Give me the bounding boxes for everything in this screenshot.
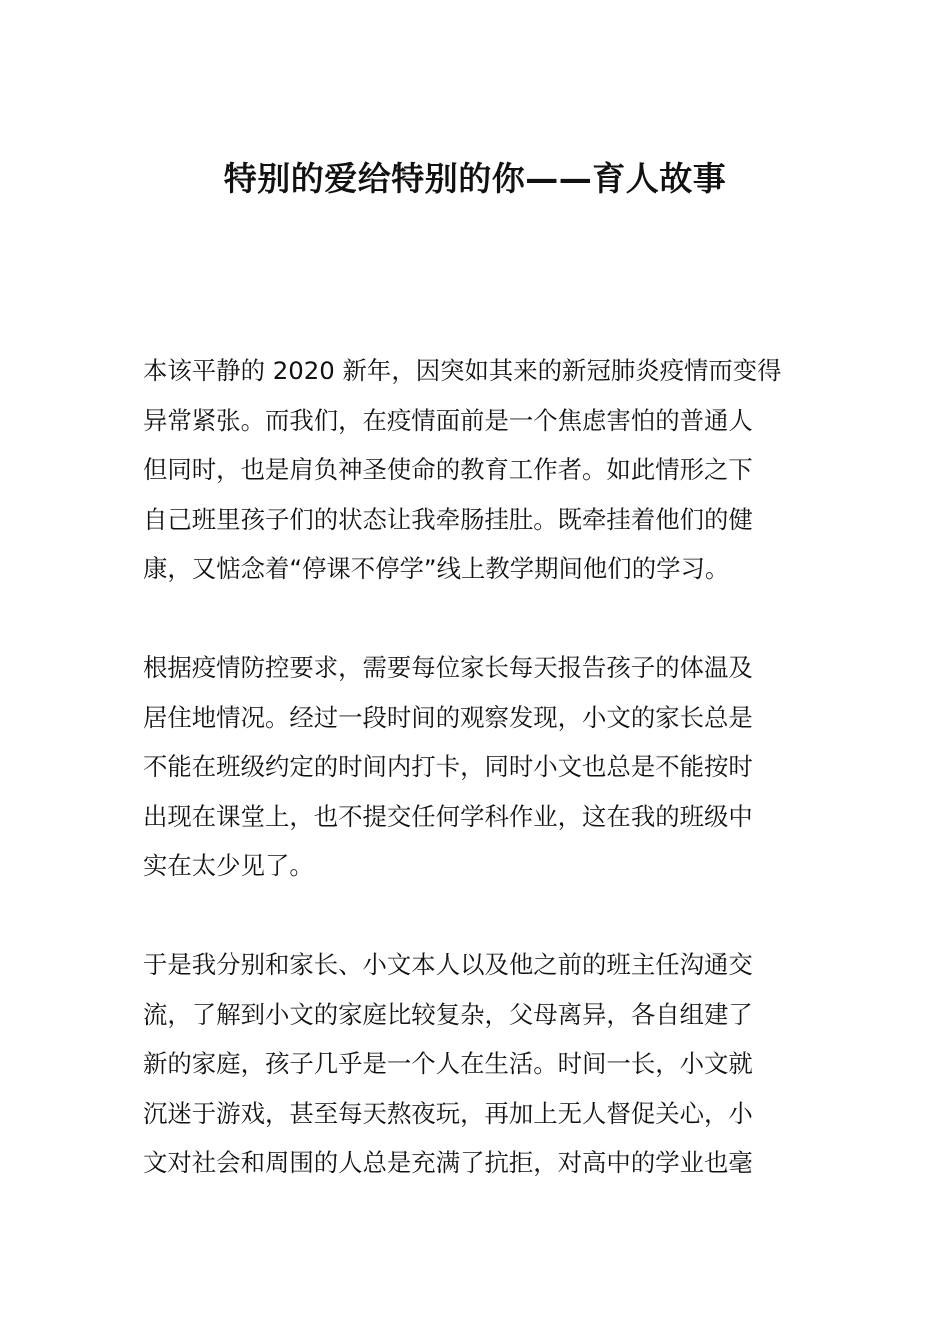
- paragraph-2: [143, 643, 807, 891]
- paragraph-line: 康，又惦念着“停课不停学”线上教学期间他们的学习。: [143, 554, 730, 584]
- paragraph-line: 新的家庭，孩子几乎是一个人在生活。时间一长，小文就: [143, 1049, 753, 1079]
- paragraph-line: 根据疫情防控要求，需要每位家长每天报告孩子的体温及: [143, 652, 753, 682]
- paragraph-line: 居住地情况。经过一段时间的观察发现，小文的家长总是: [143, 702, 753, 732]
- paragraph-line: 出现在课堂上，也不提交任何学科作业，这在我的班级中: [143, 801, 753, 831]
- paragraph-line: 沉迷于游戏，甚至每天熬夜玩，再加上无人督促关心，小: [143, 1098, 753, 1128]
- paragraph-line: 异常紧张。而我们，在疫情面前是一个焦虑害怕的普通人: [143, 405, 753, 435]
- paragraph-line: 本该平静的 2020 新年，因突如其来的新冠肺炎疫情而变得: [143, 356, 782, 385]
- paragraph-line: 自己班里孩子们的状态让我牵肠挂肚。既牵挂着他们的健: [143, 504, 753, 534]
- document-body: [143, 346, 807, 1188]
- paragraph-line: 流，了解到小文的家庭比较复杂，父母离异，各自组建了: [143, 999, 753, 1029]
- paragraph-1: [143, 346, 807, 594]
- document-title: 特别的爱给特别的你——育人故事: [223, 159, 727, 198]
- paragraph-line: 文对社会和周围的人总是充满了抗拒，对高中的学业也毫: [143, 1148, 753, 1178]
- paragraph-line: 于是我分别和家长、小文本人以及他之前的班主任沟通交: [143, 949, 753, 979]
- paragraph-line: 不能在班级约定的时间内打卡，同时小文也总是不能按时: [143, 752, 753, 782]
- paragraph-line: 实在太少见了。: [143, 851, 314, 881]
- paragraph-line: 但同时，也是肩负神圣使命的教育工作者。如此情形之下: [143, 455, 753, 485]
- paragraph-3: [143, 940, 807, 1188]
